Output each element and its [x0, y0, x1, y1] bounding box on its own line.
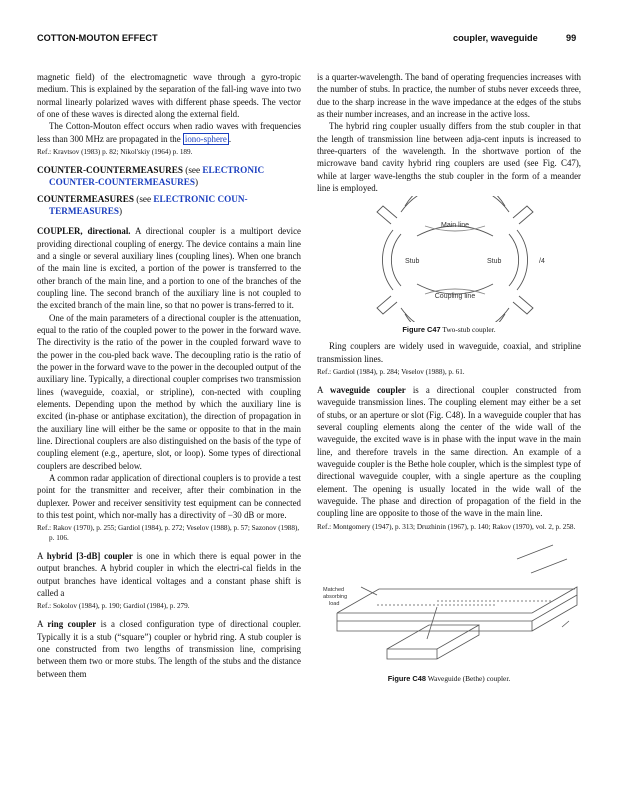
- paragraph: The Cotton-Mouton effect occurs when radio waves with frequencies less than 300 MHz are propagated in the iono-sphere .: [37, 121, 301, 144]
- label-load-1: Matched: [323, 586, 345, 593]
- reference: Ref.: Rakov (1970), p. 255; Gardiol (1984), p. 272; Veselov (1988), p. 57; Sazonov (1988), p. 106.: [37, 524, 300, 543]
- paragraph: One of the main parameters of a directional coupler is the attenuation, equal to the ratio of the coupled power to the power in the forward wave. The directivity is the ratio of the power in the coupled forward wave to the power in the cou-pled back wave. The decoupling ratio is the ratio of the power in the forward wave to the power in the decoupled output of the auxiliary line. Typically, a directional coupler comprises two transmission lines (waveguide, coaxial, or stripline), con-nected with coupling elements. Depending upon the method by which the auxiliary line is excited (in-phase or antiphase excitation), the direction of propagation in the auxiliary line will either be the same or opposite to that in the main line. Directional couplers are also distinguished on the basis of the type of coupling element (e.g., aperture, slot, or loop). Some types of directional couplers are described below.: [37, 312, 301, 471]
- entry-hybrid-coupler: A hybrid [3-dB] coupler is one in which there is equal power in the output branches. A hybrid coupler in which the electri-cal fields in the output branches have identical voltages and a constant phase shift is called a: [37, 551, 301, 599]
- electronic-cm-link[interactable]: ELECTRONIC COUN-TERMEASURES: [49, 193, 248, 216]
- reference: Ref.: Montgomery (1947), p. 313; Druzhinin (1967), p. 140; Rakov (1970), vol. 2, p. 258.: [317, 522, 576, 531]
- running-head-left: COTTON-MOUTON EFFECT: [37, 33, 158, 43]
- label-coupling-line: Coupling line: [434, 293, 476, 301]
- paragraph: magnetic field) of the electromagnetic wave through a gyro-tropic medium. This is explained by the separation of the fall-ing wave into two normal linearly polarized waves with different phase speeds. The vector of one of these waves is directed along the external field.: [37, 72, 301, 120]
- figure-c48: [317, 539, 581, 689]
- entry-countermeasures: COUNTERMEASURES (see ELECTRONIC COUN-TERMEASURES): [37, 193, 248, 216]
- reference: Ref.: Gardiol (1984), p. 284; Veselov (1988), p. 61.: [317, 368, 465, 377]
- entry-coupler-directional: COUPLER, directional. A directional coupler is a multiport device providing directional coupling of energy. The device contains a main line and a single or several auxiliary lines (coupling lines). When one branch of the main line is excited, a portion of the power is transferred to the other branch of the main line, and a portion to one of the branches of the coupling line. The second branch of the auxiliary line is not coupled to the excited branch of the main line, so that no power is trans-ferred to it.: [37, 226, 301, 311]
- running-head-right: coupler, waveguide: [453, 33, 538, 43]
- entry-counter-countermeasures: COUNTER-COUNTERMEASURES (see ELECTRONIC COUNTER-COUNTERMEASURES): [37, 164, 265, 188]
- reference: Ref.: Sokolov (1984), p. 190; Gardiol (1984), p. 279.: [37, 602, 190, 611]
- right-column: [317, 71, 581, 689]
- label-main-line: Main line: [440, 222, 470, 230]
- label-load-2: absorbing: [323, 593, 348, 600]
- label-stub-right: Stub: [487, 258, 502, 266]
- ionosphere-link[interactable]: iono-sphere: [184, 133, 227, 144]
- entry-ring-coupler: A ring coupler is a closed configuration type of directional coupler. Typically it is a stub (“square”) coupler or hybrid ring. A stub coupler is one constructed from two lengths of transmission line, comprising between them two or more stubs. The length of the stubs and the distance between them: [37, 619, 301, 679]
- figure-c47: [317, 196, 581, 336]
- figure-c48-caption: Figure C48 Waveguide (Bethe) coupler.: [387, 673, 511, 683]
- figure-c47-caption: Figure C47 Two-stub coupler.: [402, 325, 496, 335]
- electronic-ccm-link[interactable]: ELECTRONIC COUNTER-COUNTERMEASURES: [49, 164, 265, 188]
- paragraph: Ring couplers are widely used in waveguide, coaxial, and stripline transmission lines.: [317, 341, 581, 364]
- label-load-3: load: [329, 600, 340, 607]
- paragraph: The hybrid ring coupler usually differs from the stub coupler in that the length of transmission line between adja-cent inputs is increased to three-quarters of the wavelength. In the shortwave portion of the microwave band cavity hybrid ring couplers are used (see Fig. C47), while at larger wave-lengths the stub coupler in the form of a meander line is employed.: [317, 121, 581, 194]
- two-stub-coupler-diagram: [317, 196, 581, 322]
- label-stub-left: Stub: [405, 258, 420, 266]
- paragraph: A common radar application of directional couplers is to provide a test point for the transmitter and receiver, after their combination in the duplexer. Power and receiver sensitivity test equipment can be connected to this test point, which nor-mally has a directivity of −30 dB or more.: [37, 473, 301, 521]
- reference: Ref.: Kravtsov (1983) p. 82; Nikol'skiy (1964) p. 189.: [37, 148, 193, 157]
- bethe-coupler-diagram: [317, 539, 581, 675]
- paragraph: is a quarter-wavelength. The band of operating frequencies increases with the number of stubs. In practice, the number of stubs never exceeds three, due to the sharp increase in the wave impedance at the edges of the stubs as their number increases, and an increase in the active loss.: [317, 72, 581, 120]
- left-column: [37, 71, 301, 680]
- page-number: 99: [566, 33, 577, 43]
- label-quarter-wave: /4: [539, 258, 545, 266]
- entry-waveguide-coupler: A waveguide coupler is a directional coupler constructed from waveguide transmission lines. The coupling element may either be a set of stubs, or an aperture or slot (Fig. C48). In a waveguide coupler that has several coupling elements along the center of the wide wall of the waveguide, the excited wave is in phase with the input wave in the main line, and therefore travels in the same direction. An example of a waveguide coupler is the Bethe hole coupler, which is the simplest type of directional waveguide coupler, with a single aperture as the coupling element. The opening is usually located in the wide wall of the waveguide. The phase and direction of propagation of the field in the coupling line are opposite to those of the wave in the main line.: [317, 384, 581, 519]
